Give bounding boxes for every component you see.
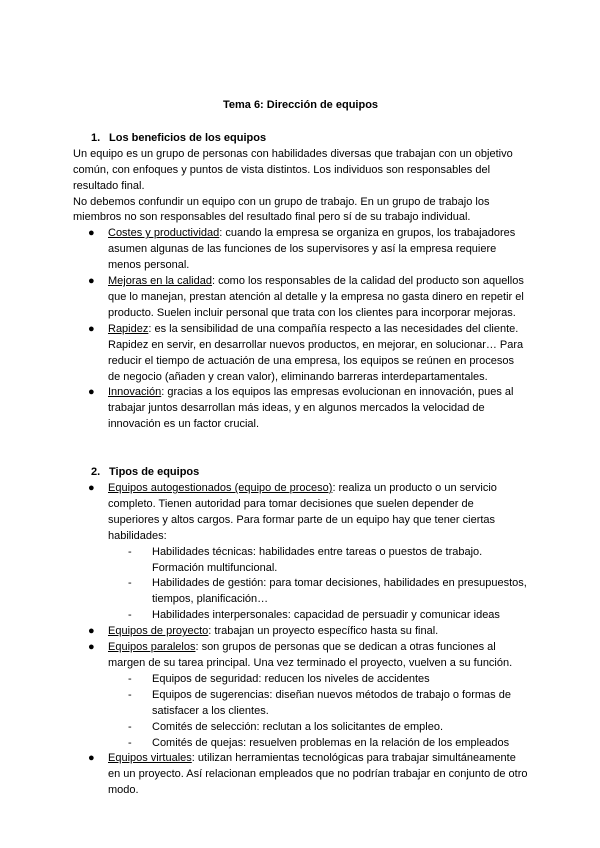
- section2-bullet-list: [73, 481, 528, 799]
- bullet-text: : utilizan herramientas tecnológicas para trabajar simultáneamente en un proyecto. Así relacionan empleados que no podrían trabajar en conjunto de otro modo.: [108, 752, 528, 797]
- sub-list: [108, 672, 528, 752]
- list-item: [73, 481, 528, 624]
- section1-bullet-list: [73, 226, 528, 433]
- bullet-icon: ●: [88, 275, 95, 288]
- sub-list-item: - Habilidades de gestión: para tomar decisiones, habilidades en presupuestos, tiempos, planificación…: [128, 577, 527, 606]
- sub-list-item: - Equipos de sugerencias: diseñan nuevos métodos de trabajo o formas de satisfacer a los clientes.: [128, 688, 511, 717]
- dash-icon: -: [128, 736, 132, 749]
- list-item: [73, 624, 528, 640]
- bullet-term: Equipos de proyecto: [108, 625, 209, 638]
- list-item: [73, 640, 528, 751]
- dash-icon: -: [128, 672, 132, 685]
- bullet-text: : es la sensibilidad de una compañía respecto a las necesidades del cliente. Rapidez en servir, en desarrollar nuevos productos, en mejorar, en solucionar… Para reducir el tiempo de actuación de una empresa, los equipos se reúnen en procesos de negocio (añaden y crean valor), eliminando barreras interdepartamentales.: [108, 322, 524, 383]
- list-item: [73, 226, 528, 274]
- dash-icon: -: [128, 577, 132, 590]
- dash-icon: -: [128, 609, 132, 622]
- section1-paragraph-1: Un equipo es un grupo de personas con habilidades diversas que trabajan con un objetivo común, con enfoques y puntos de vista distintos. Los individuos son responsables del resultado final.: [73, 147, 513, 192]
- dash-icon: -: [128, 720, 132, 733]
- bullet-term: Equipos paralelos: [108, 641, 196, 654]
- sub-list: [108, 545, 528, 625]
- bullet-icon: ●: [88, 227, 95, 240]
- bullet-text: : cuando la empresa se organiza en grupos, los trabajadores asumen algunas de las funciones de los supervisores y así la empresa requiere menos personal.: [108, 227, 516, 272]
- sub-list-item: - Comités de quejas: resuelven problemas en la relación de los empleados: [108, 736, 528, 752]
- dash-icon: -: [128, 545, 132, 558]
- list-item: [73, 274, 528, 322]
- bullet-term: Equipos autogestionados (equipo de proceso): [108, 482, 333, 495]
- bullet-icon: ●: [88, 482, 95, 495]
- bullet-text: : son grupos de personas que se dedican a otras funciones al margen de su tarea principal. Una vez terminado el proyecto, vuelven a su función.: [108, 641, 513, 669]
- bullet-icon: ●: [88, 322, 95, 335]
- bullet-term: Costes y productividad: [108, 227, 220, 240]
- document-title: Tema 6: Dirección de equipos: [222, 99, 379, 111]
- bullet-text: : gracias a los equipos las empresas evolucionan en innovación, pues al trabajar juntos desarrollan más ideas, y en algunos mercados la velocidad de innovación es un factor crucial.: [108, 386, 514, 431]
- list-item: [73, 322, 528, 386]
- list-item: [73, 385, 528, 433]
- bullet-icon: ●: [88, 386, 95, 399]
- section-spacer: [73, 433, 528, 465]
- section1-heading: 1. Los beneficios de los equipos: [91, 131, 267, 144]
- bullet-term: Equipos virtuales: [108, 752, 192, 765]
- bullet-icon: ●: [88, 625, 95, 638]
- bullet-icon: ●: [88, 641, 95, 654]
- sub-list-item: - Habilidades técnicas: habilidades entre tareas o puestos de trabajo. Formación multifuncional.: [128, 545, 483, 574]
- sub-list-item: - Habilidades interpersonales: capacidad de persuadir y comunicar ideas: [108, 608, 528, 624]
- section1-paragraph-2: No debemos confundir un equipo con un grupo de trabajo. En un grupo de trabajo los miembros no son responsables del resultado final pero sí de su trabajo individual.: [73, 195, 490, 224]
- bullet-term: Innovación: [108, 386, 162, 399]
- bullet-term: Mejoras en la calidad: [108, 275, 212, 288]
- dash-icon: -: [128, 688, 132, 701]
- bullet-text: : como los responsables de la calidad del producto son aquellos que lo manejan, prestan atención al detalle y la empresa no gasta dinero en repetir el producto. Suelen incluir personal que trata con los clientes para incorporar mejoras.: [108, 275, 524, 319]
- list-item: [73, 751, 528, 799]
- document-page: [73, 98, 528, 799]
- bullet-text: : realiza un producto o un servicio completo. Tienen autoridad para tomar decisiones que suelen depender de superiores y altos cargos. Para formar parte de un equipo hay que tener ciertas habilidades:: [108, 482, 497, 542]
- sub-list-item: - Equipos de seguridad: reducen los niveles de accidentes: [108, 672, 528, 688]
- sub-list-item: - Comités de selección: reclutan a los solicitantes de empleo.: [108, 720, 528, 736]
- bullet-term: Rapidez: [108, 322, 149, 335]
- bullet-icon: ●: [88, 752, 95, 765]
- section2-heading: 2. Tipos de equipos: [91, 466, 200, 479]
- bullet-text: : trabajan un proyecto específico hasta su final.: [208, 625, 439, 638]
